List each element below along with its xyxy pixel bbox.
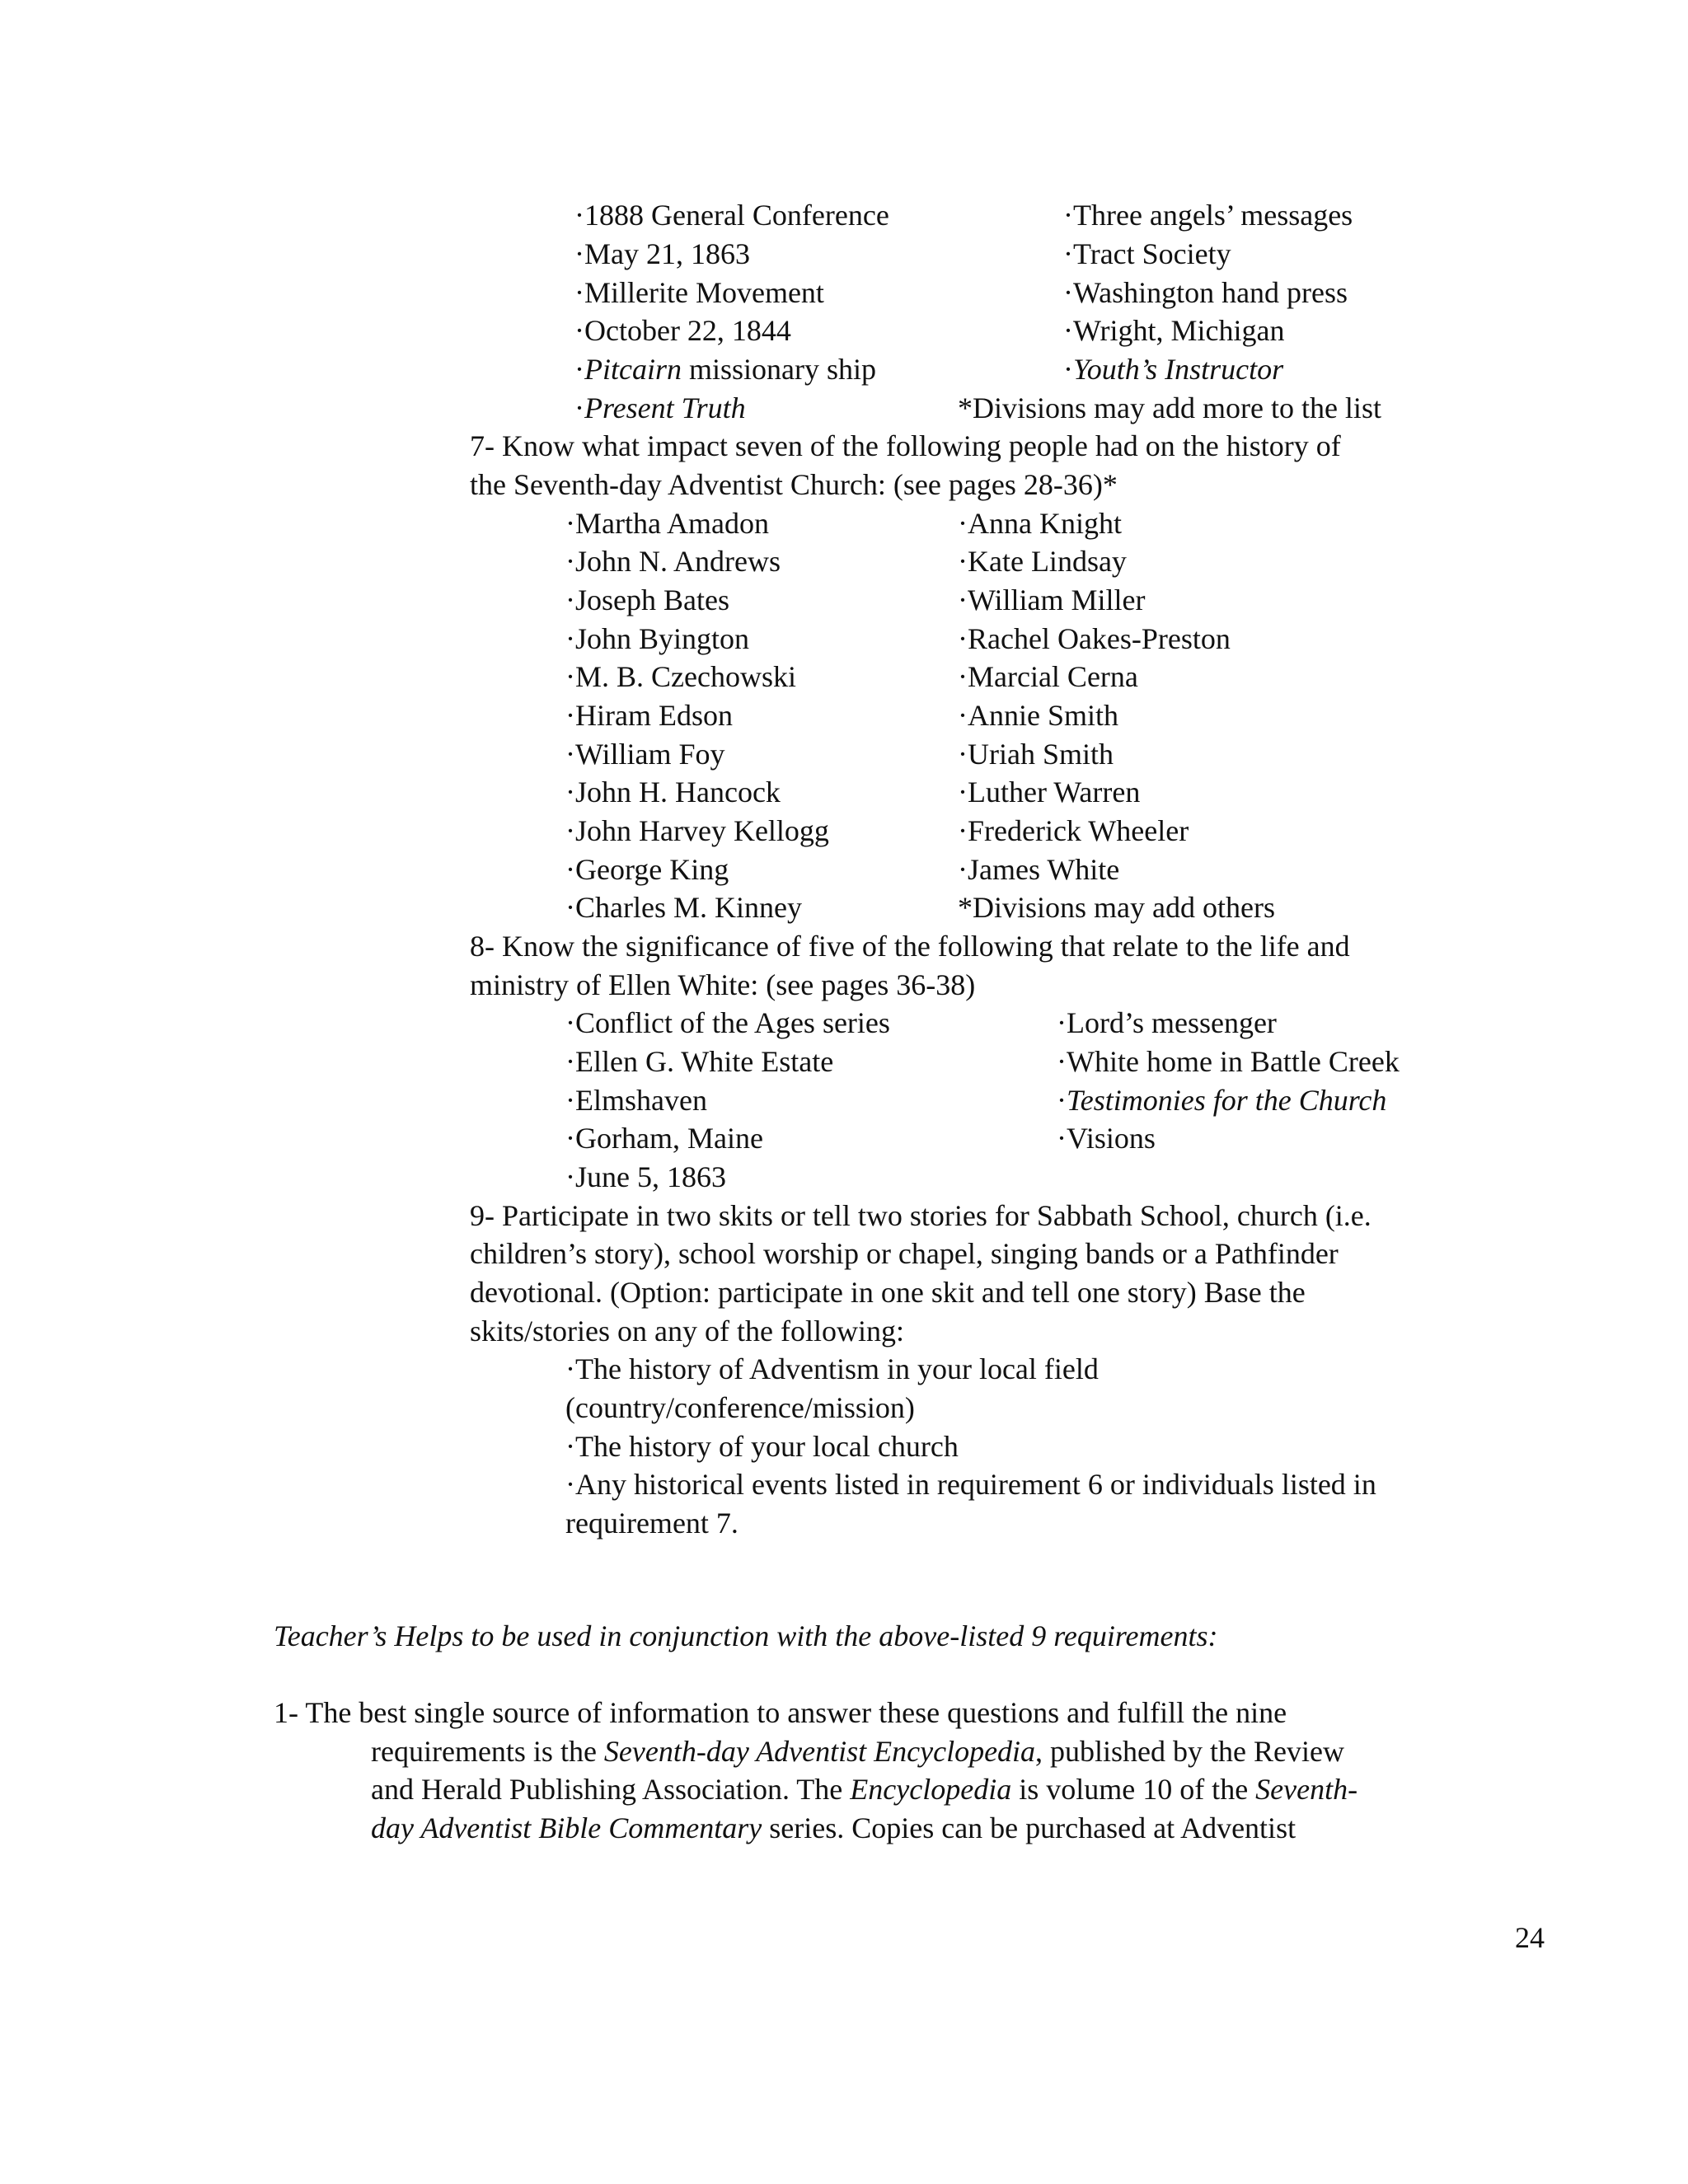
req9-bullet: ·The history of Adventism in your local field <box>565 1352 1099 1385</box>
req6-item: ·Washington hand press <box>1063 276 1348 309</box>
req9-bullet: requirement 7. <box>565 1507 738 1540</box>
req7-person: ·Joseph Bates <box>565 583 729 616</box>
req7-person: ·Rachel Oakes-Preston <box>958 622 1231 655</box>
req9-text: children’s story), school worship or chapel, singing bands or a Pathfinder <box>470 1237 1339 1270</box>
req9-bullet: ·Any historical events listed in requirement 6 or individuals listed in <box>565 1468 1376 1501</box>
req7-person: ·M. B. Czechowski <box>565 660 796 693</box>
req8-item: ·Ellen G. White Estate <box>565 1045 834 1078</box>
req6-item: ·1888 General Conference <box>574 199 889 232</box>
req6-item: ·Tract Society <box>1063 237 1231 270</box>
req8-item: ·June 5, 1863 <box>565 1160 726 1193</box>
req8-item: ·Conflict of the Ages series <box>565 1006 890 1039</box>
help1-text: requirements is the Seventh-day Adventist Encyclopedia, published by the Review <box>371 1735 1344 1768</box>
req7-person: ·Kate Lindsay <box>958 545 1127 578</box>
req6-item: ·May 21, 1863 <box>574 237 750 270</box>
req6-item: ·October 22, 1844 <box>574 314 791 347</box>
req7-person: ·Anna Knight <box>958 507 1122 540</box>
req8-item: ·White home in Battle Creek <box>1057 1045 1400 1078</box>
help1-text: day Adventist Bible Commentary series. Copies can be purchased at Adventist <box>371 1811 1296 1844</box>
req7-person: ·John N. Andrews <box>565 545 781 578</box>
req8-item: ·Testimonies for the Church <box>1057 1084 1387 1117</box>
req8-text: 8- Know the significance of five of the following that relate to the life and <box>470 930 1350 963</box>
req6-item: ·Youth’s Instructor <box>1063 353 1284 386</box>
req8-item: ·Visions <box>1057 1122 1156 1155</box>
req7-text: the Seventh-day Adventist Church: (see pages 28-36)* <box>470 468 1118 501</box>
req7-person: ·William Foy <box>565 738 725 771</box>
req7-person: ·William Miller <box>958 583 1146 616</box>
req6-item: ·Pitcairn missionary ship <box>574 353 876 386</box>
req7-person: ·John Harvey Kellogg <box>565 814 829 847</box>
req6-note: *Divisions may add more to the list <box>958 391 1381 424</box>
req7-person: ·Hiram Edson <box>565 699 733 732</box>
req9-bullet: (country/conference/mission) <box>565 1391 915 1424</box>
req6-item: ·Three angels’ messages <box>1063 199 1353 232</box>
req7-text: 7- Know what impact seven of the following people had on the history of <box>470 429 1341 462</box>
req7-person: ·Luther Warren <box>958 776 1141 808</box>
req7-person: ·John H. Hancock <box>565 776 781 808</box>
req8-item: ·Gorham, Maine <box>565 1122 763 1155</box>
helps-heading: Teacher’s Helps to be used in conjunction with the above-listed 9 requirements: <box>274 1619 1218 1652</box>
req8-item: ·Lord’s messenger <box>1057 1006 1277 1039</box>
req7-person: ·Uriah Smith <box>958 738 1114 771</box>
page-number: 24 <box>1515 1921 1545 1954</box>
req8-text: ministry of Ellen White: (see pages 36-38) <box>470 968 976 1001</box>
req7-person: ·James White <box>958 853 1120 886</box>
req6-item: ·Wright, Michigan <box>1063 314 1285 347</box>
help1-text: 1- The best single source of information to answer these questions and fulfill the nine <box>274 1696 1287 1729</box>
req7-person: ·Annie Smith <box>958 699 1118 732</box>
req6-item: ·Millerite Movement <box>574 276 824 309</box>
req9-bullet: ·The history of your local church <box>565 1430 959 1463</box>
req7-person: ·George King <box>565 853 729 886</box>
req7-person: ·Martha Amadon <box>565 507 769 540</box>
req6-item: ·Present Truth <box>574 391 746 424</box>
req8-item: ·Elmshaven <box>565 1084 707 1117</box>
req7-person: ·Frederick Wheeler <box>958 814 1189 847</box>
req9-text: devotional. (Option: participate in one skit and tell one story) Base the <box>470 1276 1306 1309</box>
req7-person: ·Marcial Cerna <box>958 660 1138 693</box>
help1-text: and Herald Publishing Association. The Encyclopedia is volume 10 of the Seventh- <box>371 1773 1358 1806</box>
req7-person: ·Charles M. Kinney <box>565 891 802 924</box>
req9-text: skits/stories on any of the following: <box>470 1315 904 1347</box>
req7-note: *Divisions may add others <box>958 891 1275 924</box>
req7-person: ·John Byington <box>565 622 750 655</box>
req9-text: 9- Participate in two skits or tell two stories for Sabbath School, church (i.e. <box>470 1199 1372 1232</box>
